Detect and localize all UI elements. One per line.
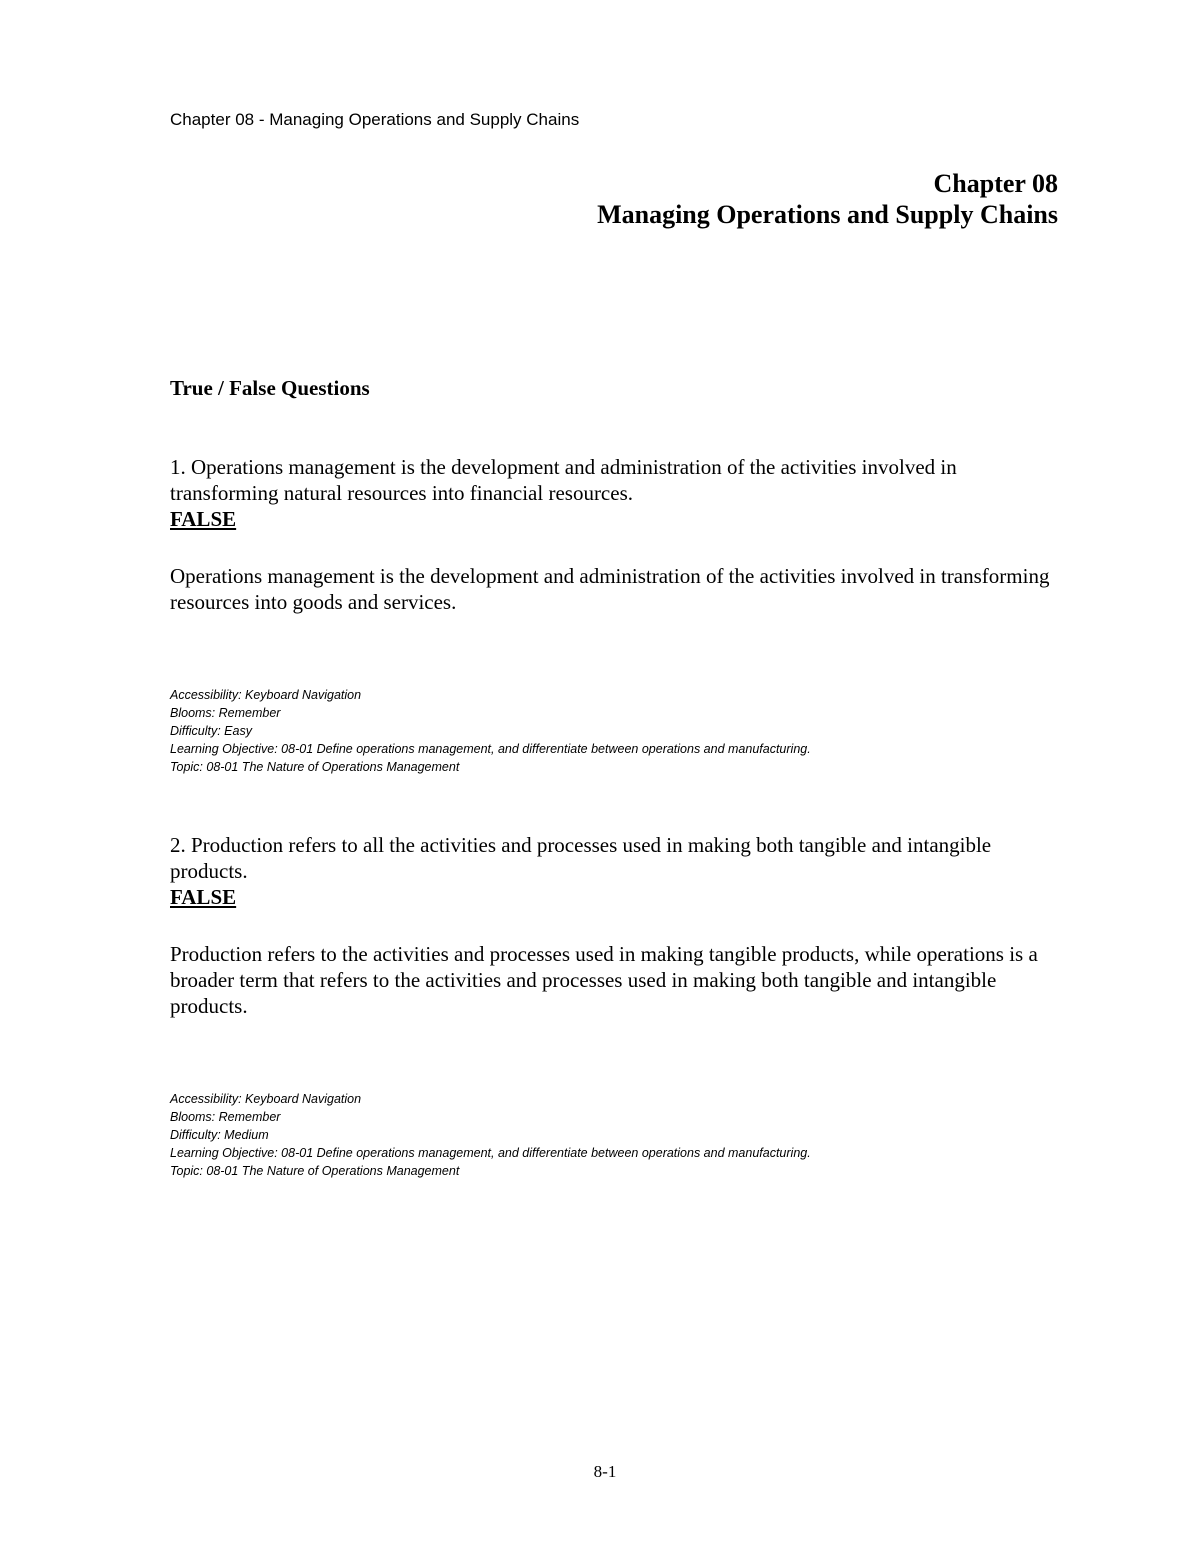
question-metadata <box>170 686 1070 776</box>
meta-topic: Topic: 08-01 The Nature of Operations Management <box>170 760 460 774</box>
meta-difficulty: Difficulty: Medium <box>170 1128 269 1142</box>
question-answer: FALSE <box>170 507 237 531</box>
chapter-heading <box>597 168 1058 230</box>
meta-blooms: Blooms: Remember <box>170 1110 281 1124</box>
chapter-number: Chapter 08 <box>933 169 1058 198</box>
meta-accessibility: Accessibility: Keyboard Navigation <box>170 1092 362 1106</box>
running-header: Chapter 08 - Managing Operations and Supply Chains <box>170 110 580 129</box>
question-explanation: Operations management is the development and administration of the activities involved in transforming resources into goods and services. <box>170 564 1050 614</box>
meta-learning-objective: Learning Objective: 08-01 Define operations management, and differentiate between operations and manufacturing. <box>170 1146 811 1160</box>
question-1 <box>170 454 1070 776</box>
question-stem: 1. Operations management is the development and administration of the activities involved in transforming natural resources into financial resources. <box>170 455 957 505</box>
question-2 <box>170 832 1070 1180</box>
page-number: 8-1 <box>593 1462 617 1481</box>
question-metadata <box>170 1090 1070 1180</box>
meta-learning-objective: Learning Objective: 08-01 Define operations management, and differentiate between operations and manufacturing. <box>170 742 811 756</box>
meta-difficulty: Difficulty: Easy <box>170 724 252 738</box>
meta-accessibility: Accessibility: Keyboard Navigation <box>170 688 362 702</box>
question-answer: FALSE <box>170 885 237 909</box>
meta-topic: Topic: 08-01 The Nature of Operations Management <box>170 1164 460 1178</box>
question-stem: 2. Production refers to all the activities and processes used in making both tangible and intangible products. <box>170 833 992 883</box>
chapter-title: Managing Operations and Supply Chains <box>597 200 1058 229</box>
meta-blooms: Blooms: Remember <box>170 706 281 720</box>
section-heading: True / False Questions <box>170 376 370 400</box>
question-explanation: Production refers to the activities and processes used in making tangible products, while operations is a broader term that refers to the activities and processes used in making both tangible and intangible products. <box>170 942 1038 1018</box>
